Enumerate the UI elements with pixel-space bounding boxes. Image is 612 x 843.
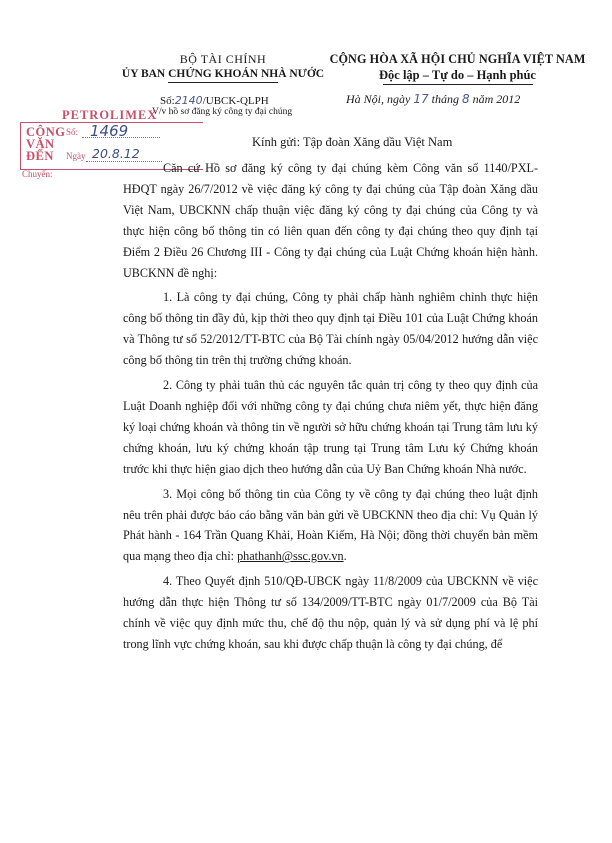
issuer-header: [108, 52, 338, 83]
stamp-line-cong: CÔNG: [26, 125, 66, 139]
republic-name: CỘNG HÒA XÃ HỘI CHỦ NGHĨA VIỆT NAM: [329, 52, 586, 66]
item-2: 2. Công ty phải tuân thủ các nguyên tắc quản trị công ty theo quy định của Luật Doanh nghiệp đối với những công ty đại chúng chưa niêm yết, thực hiện đăng ký loại chứng khoán và thông tin về người sở hữu chứng khoán tại Trung tâm lưu ký chứng khoán, lưu ký chứng khoán tập trung tại Trung tâm Lưu ký Chứng khoán trước khi thực hiện giao dịch theo hướng dẫn của Uỷ Ban Chứng khoán Nhà nước.: [123, 378, 538, 476]
stamp-chuyen-label: Chuyển:: [22, 169, 53, 179]
email-link[interactable]: phathanh@ssc.gov.vn: [237, 549, 344, 564]
stamp-so-handwritten: 1469: [90, 122, 129, 140]
motto-underline: [383, 84, 533, 85]
stamp-ngay-label: Ngày: [66, 151, 86, 161]
date-line: [346, 92, 520, 107]
committee-underline: [168, 82, 278, 83]
doc-no-suffix: /UBCK-QLPH: [202, 95, 269, 107]
ministry-name: BỘ TÀI CHÍNH: [179, 52, 267, 66]
intro-paragraph: Căn cứ Hồ sơ đăng ký công ty đại chúng kèm Công văn số 1140/PXL-HĐQT ngày 26/7/2012 về việc đăng ký công ty đại chúng của Tập đoàn Xăng dầu Việt Nam, UBCKNN chấp thuận việc đăng ký công ty đại chúng của Công ty và thực hiện công bố thông tin có liên quan đến công ty đại chúng theo quy định tại Điểm 2 Điều 26 Chương III - Công ty đại chúng của Luật Chứng khoán hiện hành. UBCKNN đề nghị:: [123, 161, 538, 280]
item-4: 4. Theo Quyết định 510/QĐ-UBCK ngày 11/8/2009 của UBCKNN về việc hướng dẫn thực hiện Thông tư số 134/2009/TT-BTC ngày 01/7/2009 của Bộ Tài chính về việc quy định mức thu, chế độ thu nộp, quản lý và sử dụng phí và lệ phí trong lĩnh vực chứng khoán, sau khi được chấp thuận là công ty đại chúng, để: [123, 574, 538, 651]
doc-no-prefix: Số:: [160, 95, 175, 107]
national-header: [320, 52, 595, 85]
stamp-brand: PETROLIMEX: [62, 108, 158, 122]
stamp-so-label: Số:: [66, 127, 79, 137]
stamp-line-van: VĂN: [26, 137, 55, 151]
stamp-line-den: ĐẾN: [26, 149, 54, 163]
national-motto: Độc lập – Tự do – Hạnh phúc: [379, 68, 536, 82]
committee-name: ỦY BAN CHỨNG KHOÁN NHÀ NƯỚC: [121, 68, 325, 80]
date-place: Hà Nội, ngày: [346, 92, 411, 106]
item-3: [123, 484, 538, 568]
document-number: [160, 94, 269, 107]
document-subject: V/v hồ sơ đăng ký công ty đại chúng: [152, 107, 293, 117]
item-1: 1. Là công ty đại chúng, Công ty phải chấp hành nghiêm chỉnh thực hiện công bố thông tin đầy đủ, kịp thời theo quy định tại Điều 101 của Luật Chứng khoán và Thông tư số 52/2012/TT-BTC của Bộ Tài chính ngày 05/04/2012 hướng dẫn việc công bố thông tin trên thị trường chứng khoán.: [123, 290, 538, 368]
date-month-handwritten: 8: [461, 92, 470, 106]
date-day-handwritten: 17: [413, 92, 429, 106]
date-year: năm 2012: [472, 92, 521, 106]
stamp-ngay-handwritten: 20.8.12: [92, 146, 140, 161]
item-3-text: 3. Mọi công bố thông tin của Công ty về công ty đại chúng theo luật định nêu trên phải được báo cáo bằng văn bản gửi về UBCKNN theo địa chỉ: Vụ Quản lý Phát hành - 164 Trần Quang Khải, Hoàn Kiếm, Hà Nội; đồng thời chuyển bản mềm qua mạng theo địa chỉ:: [123, 486, 538, 564]
item-3-end: .: [343, 549, 347, 564]
recipient-line: Kính gửi: Tập đoàn Xăng dầu Việt Nam: [252, 135, 453, 149]
doc-no-handwritten: 2140: [174, 94, 203, 107]
document-body: [123, 158, 538, 655]
date-month-label: tháng: [431, 92, 459, 106]
